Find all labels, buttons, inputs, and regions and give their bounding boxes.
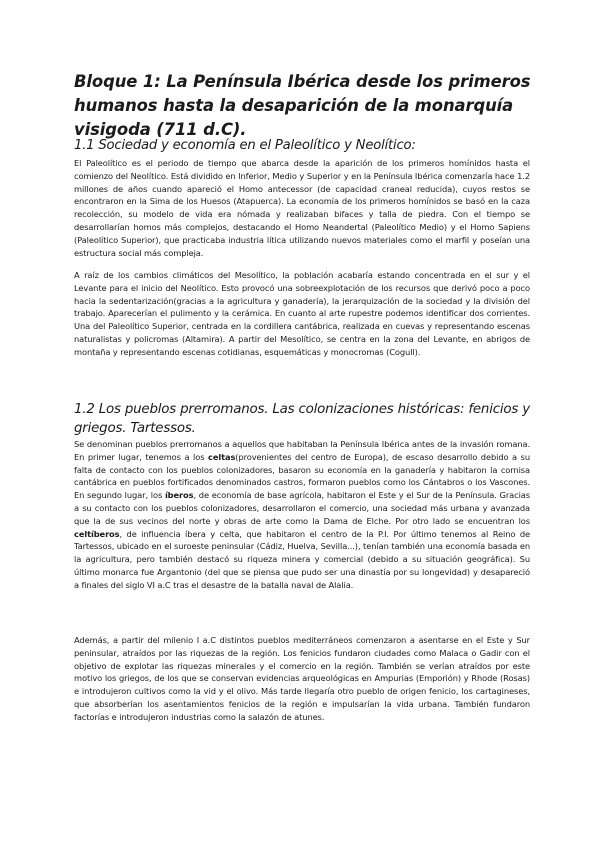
text-run: , de influencia íbera y celta, que habitaron el centro de la P.I. Por último tenemos al Reino de Tartessos, ubicado en el suroeste peninsular (Cádiz, Huelva, Sevilla...), tenían también una economía basada en la agricultura, pero también destacó su riqueza minera y comercial (debido a su situación geográfica). Su último monarca fue Argantonio (del que se piensa que pudo ser una dinastía por su longevidad) y desapareció a finales del siglo VI a.C tras el desastre de la batalla naval de Alalia.	[74, 528, 530, 590]
section-heading-1-1: 1.1 Sociedad y economía en el Paleolítico y Neolítico:	[74, 138, 416, 153]
text-run: (provenientes del centro de Europa), de escaso desarrollo debido a su falta de contacto con los pueblos colonizadores, basaron su economía en la ganadería y habitaron la cornisa cantábrica en pueblos fortificados denominados castros, formaron pueblos como los Cántabros o los Vascones. En segundo lugar, los	[74, 451, 530, 501]
term-celtas: celtas	[208, 451, 236, 462]
document-title: Bloque 1: La Península Ibérica desde los primeros humanos hasta la desaparición de la monarquía visigoda (711 d.C).	[74, 72, 531, 139]
section-heading-1-2: 1.2 Los pueblos prerromanos. Las colonizaciones históricas: fenicios y griegos. Tartessos.	[74, 402, 530, 436]
paragraph-pueblos-prerromanos	[74, 438, 530, 592]
text-run: Se denominan pueblos prerromanos a aquellos que habitaban la Península Ibérica antes de la invasión romana. En primer lugar, tenemos a los	[74, 439, 530, 462]
term-iberos: íberos	[164, 490, 194, 501]
paragraph-paleolitico: El Paleolítico es el periodo de tiempo que abarca desde la aparición de los primeros homínidos hasta el comienzo del Neolítico. Está dividido en Inferior, Medio y Superior y en la Península Ibérica comenzaría hace 1.2 millones de años cuando apareció el Homo antecessor (de capacidad craneal reducida), cuyos restos se encontraron en la Sima de los Huesos (Atapuerca). La economía de los primeros homínidos se basó en la caza recolección, su modelo de vida era nómada y realizaban bifaces y talla de piedra. Con el tiempo se desarrollarían homos más complejos, destacando el Homo Neandertal (Paleolítico Medio) y el Homo Sapiens (Paleolítico Superior), que practicaba industria lítica utilizando nuevos materiales como el marfil y poseían una estructura social más compleja.	[74, 158, 530, 258]
paragraph-neolitico: A raíz de los cambios climáticos del Mesolítico, la población acabaría estando concentrada en el sur y el Levante para el inicio del Neolítico. Esto provocó una sobreexplotación de los recursos que derivó poco a poco hacia la sedentarización(gracias a la agricultura y ganadería), la jerarquización de la sociedad y la división del trabajo. Aparecerían el pulimento y la cerámica. En cuanto al arte rupestre podemos identificar dos corrientes. Una del Paleolítico Superior, centrada en la cordillera cantábrica, realizada en cuevas y representando escenas naturalistas y policromas (Altamira). A partir del Mesolítico, se centra en la zona del Levante, en abrigos de montaña y representando escenas cotidianas, esquemáticas y monocromas (Cogull).	[74, 270, 530, 357]
paragraph-colonizaciones: Además, a partir del milenio I a.C distintos pueblos mediterráneos comenzaron a asentarse en el Este y Sur peninsular, atraídos por las riquezas de la región. Los fenicios fundaron ciudades como Malaca o Gadir con el objetivo de explotar las riquezas minerales y el comercio en la región. También se verían atraídos por este motivo los griegos, de los que se conservan evidencias arqueológicas en Ampurias (Emporión) y Rhode (Rosas) e introdujeron cultivos como la vid y el olivo. Más tarde llegaría otro pueblo de origen fenicio, los cartagineses, que absorberían los asentamientos fenicios de la región e impulsarían la vida urbana. También fundaron factorías e introdujeron industrias como la salazón de atunes.	[74, 635, 530, 722]
text-run: , de economía de base agrícola, habitaron el Este y el Sur de la Península. Gracias a su contacto con los pueblos colonizadores, desarrollaron el comercio, una sociedad más urbana y avanzada que la de sus vecinos del norte y obras de arte como la Dama de Elche. Por otro lado se encuentran los	[74, 490, 530, 526]
term-celtiberos: celtíberos	[74, 528, 120, 539]
